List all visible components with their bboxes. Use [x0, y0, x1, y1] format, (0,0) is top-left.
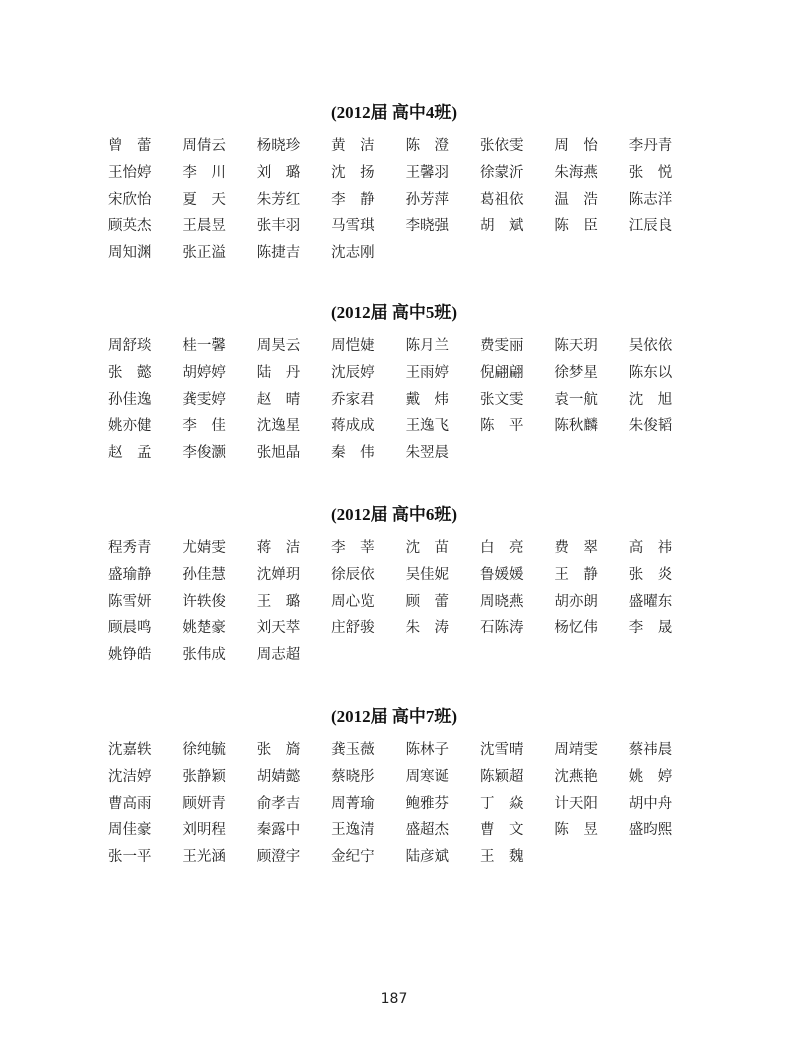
- student-name: 陈天玥: [554, 338, 598, 355]
- student-name: 马雪琪: [331, 218, 375, 235]
- student-name: 李 莘: [331, 540, 375, 557]
- student-name: 吴佳妮: [405, 567, 450, 584]
- student-name: 戴 炜: [405, 391, 450, 408]
- student-name: 许轶俊: [182, 593, 226, 610]
- section-title: (2012届 高中7班): [330, 707, 458, 726]
- student-name: 张旭晶: [256, 445, 301, 462]
- student-name: 张 懿: [108, 365, 152, 382]
- name-row: [108, 440, 708, 467]
- student-name: 费 翠: [554, 540, 598, 557]
- student-name: 蔡祎晨: [628, 742, 673, 759]
- student-name: 张 炎: [628, 567, 673, 584]
- student-name: 陈 昱: [554, 822, 598, 839]
- student-name: 金纪宁: [331, 849, 375, 866]
- student-name: 张一平: [108, 849, 152, 866]
- student-name: 王逸飞: [405, 418, 450, 435]
- student-name: 顾晨鸣: [108, 620, 152, 637]
- student-name: 周晓燕: [479, 593, 524, 610]
- student-name: 徐梦星: [554, 365, 598, 382]
- student-name: 倪翩翩: [479, 365, 524, 382]
- student-name: 周倩云: [182, 138, 226, 155]
- name-row: [108, 160, 708, 187]
- student-name: 程秀青: [108, 540, 152, 557]
- name-row: [108, 642, 708, 669]
- name-row: [108, 562, 708, 589]
- student-name: 张 旖: [256, 742, 301, 759]
- student-name: 陈捷吉: [256, 245, 301, 262]
- student-name: 沈 旭: [628, 391, 673, 408]
- name-grid: [108, 535, 708, 668]
- name-row: [108, 588, 708, 615]
- student-name: 陆彦斌: [405, 849, 450, 866]
- student-name: 曾 蕾: [108, 138, 152, 155]
- student-name: 石陈涛: [479, 620, 524, 637]
- student-name: 秦露中: [256, 822, 301, 839]
- student-name: 朱俊韬: [628, 418, 673, 435]
- student-name: 鲁媛媛: [479, 567, 524, 584]
- student-name: 夏 天: [182, 191, 226, 208]
- student-name: 顾英杰: [108, 218, 152, 235]
- student-name: 周寒诞: [405, 769, 450, 786]
- student-name: 姚亦健: [108, 418, 152, 435]
- student-name: 费雯丽: [479, 338, 524, 355]
- student-name: 胡亦朗: [554, 593, 598, 610]
- student-name: 鲍雅芬: [405, 795, 450, 812]
- student-name: 吴依依: [628, 338, 673, 355]
- student-name: 王光涵: [182, 849, 226, 866]
- student-name: 沈逸星: [256, 418, 301, 435]
- student-name: 陈 平: [479, 418, 524, 435]
- student-name: 刘明程: [182, 822, 226, 839]
- student-name: 尤婧雯: [182, 540, 226, 557]
- name-row: [108, 133, 708, 160]
- student-name: 周 怡: [554, 138, 598, 155]
- student-name: 蒋 洁: [256, 540, 301, 557]
- student-name: 张静颖: [182, 769, 226, 786]
- student-name: 周舒琰: [108, 338, 152, 355]
- student-name: 葛祖依: [479, 191, 524, 208]
- student-name: 王晨昱: [182, 218, 226, 235]
- student-name: 徐纯毓: [182, 742, 226, 759]
- student-name: 李丹青: [628, 138, 673, 155]
- student-name: 白 亮: [479, 540, 524, 557]
- student-name: 温 浩: [554, 191, 598, 208]
- student-name: 沈燕艳: [554, 769, 598, 786]
- name-row: [108, 844, 708, 871]
- student-name: 陈志洋: [628, 191, 673, 208]
- student-name: 徐辰依: [331, 567, 375, 584]
- student-name: 王怡婷: [108, 165, 152, 182]
- name-row: [108, 817, 708, 844]
- student-name: 陈秋麟: [554, 418, 598, 435]
- name-row: [108, 186, 708, 213]
- student-name: 周菁瑜: [331, 795, 375, 812]
- student-name: 顾妍青: [182, 795, 226, 812]
- student-name: 姚铮皓: [108, 647, 152, 664]
- student-name: 王 魏: [479, 849, 524, 866]
- student-name: 李俊灏: [182, 445, 226, 462]
- student-name: 陈 澄: [405, 138, 450, 155]
- student-name: 赵 孟: [108, 445, 152, 462]
- student-name: 盛曜东: [628, 593, 673, 610]
- student-name: 张 悦: [628, 165, 673, 182]
- student-name: 李 静: [331, 191, 375, 208]
- student-name: 陈月兰: [405, 338, 450, 355]
- student-name: 周知渊: [108, 245, 152, 262]
- student-name: 王雨婷: [405, 365, 450, 382]
- student-name: 周恺婕: [331, 338, 375, 355]
- student-name: 王馨羽: [405, 165, 450, 182]
- student-name: 曹高雨: [108, 795, 152, 812]
- student-name: 盛瑜静: [108, 567, 152, 584]
- student-name: 朱海燕: [554, 165, 598, 182]
- student-name: 姚楚豪: [182, 620, 226, 637]
- name-row: [108, 240, 708, 267]
- student-name: 江辰良: [628, 218, 673, 235]
- student-name: 陈林子: [405, 742, 450, 759]
- student-name: 王逸清: [331, 822, 375, 839]
- student-name: 周佳豪: [108, 822, 152, 839]
- student-name: 宋欣怡: [108, 191, 152, 208]
- student-name: 朱翌晨: [405, 445, 450, 462]
- student-name: 沈 苗: [405, 540, 450, 557]
- section-title: (2012届 高中6班): [330, 505, 458, 524]
- name-grid: [108, 737, 708, 870]
- student-name: 李晓强: [405, 218, 450, 235]
- student-name: 陈 臣: [554, 218, 598, 235]
- student-name: 黄 洁: [331, 138, 375, 155]
- student-name: 盛昀熙: [628, 822, 673, 839]
- name-row: [108, 413, 708, 440]
- name-row: [108, 790, 708, 817]
- student-name: 盛超杰: [405, 822, 450, 839]
- student-name: 朱芳红: [256, 191, 301, 208]
- student-name: 朱 涛: [405, 620, 450, 637]
- student-name: 曹 文: [479, 822, 524, 839]
- student-name: 李 佳: [182, 418, 226, 435]
- student-name: 姚 婷: [628, 769, 673, 786]
- student-name: 秦 伟: [331, 445, 375, 462]
- section-title: (2012届 高中4班): [330, 103, 458, 122]
- name-row: [108, 333, 708, 360]
- student-name: 沈雪晴: [479, 742, 524, 759]
- student-name: 胡婷婷: [182, 365, 226, 382]
- student-name: 高 祎: [628, 540, 673, 557]
- student-name: 张丰羽: [256, 218, 301, 235]
- student-name: 胡 斌: [479, 218, 524, 235]
- name-row: [108, 213, 708, 240]
- student-name: 徐蒙沂: [479, 165, 524, 182]
- student-name: 孙佳逸: [108, 391, 152, 408]
- student-name: 张依雯: [479, 138, 524, 155]
- student-name: 陈雪妍: [108, 593, 152, 610]
- student-name: 胡中舟: [628, 795, 673, 812]
- section-title: (2012届 高中5班): [330, 303, 458, 322]
- student-name: 张文雯: [479, 391, 524, 408]
- student-name: 孙佳慧: [182, 567, 226, 584]
- student-name: 乔家君: [331, 391, 375, 408]
- name-grid: [108, 133, 708, 266]
- student-name: 顾澄宇: [256, 849, 301, 866]
- name-row: [108, 615, 708, 642]
- student-name: 沈 扬: [331, 165, 375, 182]
- student-name: 沈洁婷: [108, 769, 152, 786]
- student-name: 沈婵玥: [256, 567, 301, 584]
- student-name: 周昊云: [256, 338, 301, 355]
- name-row: [108, 764, 708, 791]
- student-name: 陆 丹: [256, 365, 301, 382]
- student-name: 刘天萃: [256, 620, 301, 637]
- student-name: 庄舒骏: [331, 620, 375, 637]
- student-name: 赵 晴: [256, 391, 301, 408]
- student-name: 张伟成: [182, 647, 226, 664]
- student-name: 龚雯婷: [182, 391, 226, 408]
- name-row: [108, 360, 708, 387]
- student-name: 杨晓珍: [256, 138, 301, 155]
- student-name: 沈辰婷: [331, 365, 375, 382]
- student-name: 龚玉薇: [331, 742, 375, 759]
- name-row: [108, 535, 708, 562]
- student-name: 丁 焱: [479, 795, 524, 812]
- student-name: 王 璐: [256, 593, 301, 610]
- student-name: 孙芳萍: [405, 191, 450, 208]
- student-name: 顾 蕾: [405, 593, 450, 610]
- student-name: 袁一航: [554, 391, 598, 408]
- name-row: [108, 737, 708, 764]
- student-name: 王 静: [554, 567, 598, 584]
- student-name: 陈东以: [628, 365, 673, 382]
- student-name: 周志超: [256, 647, 301, 664]
- student-name: 蔡晓彤: [331, 769, 375, 786]
- student-name: 李 晟: [628, 620, 673, 637]
- student-name: 沈志刚: [331, 245, 375, 262]
- student-name: 计天阳: [554, 795, 598, 812]
- page-number: 187: [380, 991, 408, 1007]
- student-name: 胡婧懿: [256, 769, 301, 786]
- student-name: 杨忆伟: [554, 620, 598, 637]
- student-name: 张正溢: [182, 245, 226, 262]
- student-name: 李 川: [182, 165, 226, 182]
- student-name: 周心览: [331, 593, 375, 610]
- student-name: 桂一馨: [182, 338, 226, 355]
- student-name: 周靖雯: [554, 742, 598, 759]
- student-name: 俞孝吉: [256, 795, 301, 812]
- student-name: 蒋成成: [331, 418, 375, 435]
- student-name: 刘 璐: [256, 165, 301, 182]
- name-row: [108, 386, 708, 413]
- student-name: 沈嘉轶: [108, 742, 152, 759]
- name-grid: [108, 333, 708, 466]
- student-name: 陈颖超: [479, 769, 524, 786]
